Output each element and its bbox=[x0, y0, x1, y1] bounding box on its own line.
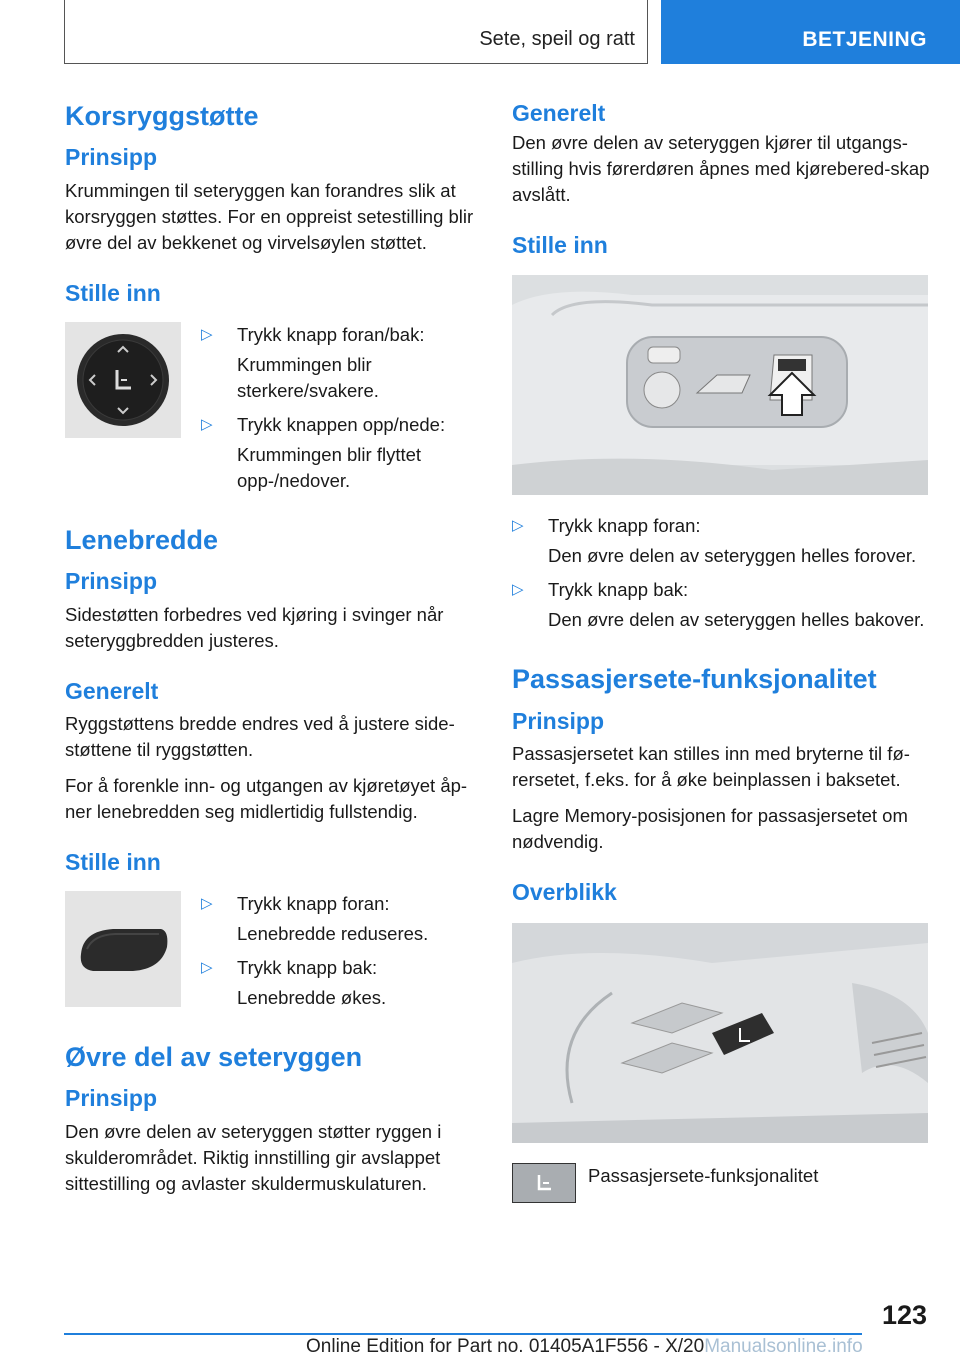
step-result: Den øvre delen av seteryggen helles bakover. bbox=[548, 609, 925, 631]
heading-general-width: Generelt bbox=[65, 677, 159, 704]
lumbar-adjust-block bbox=[65, 322, 480, 502]
seat-switch-illustration bbox=[512, 275, 928, 495]
heading-general-upper: Generelt bbox=[512, 100, 606, 126]
text-lumbar-principle: Krummingen til seteryggen kan forandres slik at korsryggen støttes. For en oppreist setestilling blir øvre del av bekkenet og virvelsøylen støttet. bbox=[65, 179, 474, 253]
heading-principle-passenger: Prinsipp bbox=[512, 707, 605, 734]
bullet-triangle-icon: ▷ bbox=[201, 894, 213, 912]
header-section-title: Sete, speil og ratt bbox=[479, 28, 635, 50]
heading-principle-upper: Prinsipp bbox=[65, 1085, 158, 1112]
width-control-image bbox=[65, 891, 181, 1007]
step-result: Krummingen blir flyttet opp-/nedover. bbox=[237, 443, 422, 491]
heading-upper-back: Øvre del av seteryggen bbox=[65, 1041, 363, 1072]
heading-principle-lumbar: Prinsipp bbox=[65, 144, 158, 171]
step-result: Den øvre delen av seteryggen helles forover. bbox=[548, 545, 917, 567]
heading-passenger: Passasjersete-funksjonalitet bbox=[512, 664, 877, 695]
header-tab-label: BETJENING bbox=[802, 28, 927, 51]
step-result: Lenebredde økes. bbox=[237, 986, 387, 1008]
passenger-function-image bbox=[512, 923, 928, 1143]
list-item: ▷ Trykk knapp bak: bbox=[512, 577, 930, 603]
text-upper-principle: Den øvre delen av seteryggen støtter ryggen i skulderområdet. Riktig innstilling gir avslappet sittestilling og avlaster skuldermuskulaturen. bbox=[65, 1120, 442, 1194]
lumbar-steps bbox=[201, 322, 480, 502]
heading-adjust-lumbar: Stille inn bbox=[65, 279, 161, 306]
page-number: 123 bbox=[881, 1300, 927, 1330]
heading-adjust-upper: Stille inn bbox=[512, 231, 608, 258]
width-adjust-block bbox=[65, 891, 480, 1019]
caption-row bbox=[512, 1163, 930, 1203]
left-column bbox=[65, 100, 480, 1207]
heading-overview: Overblikk bbox=[512, 879, 617, 906]
lumbar-knob-icon bbox=[73, 330, 173, 430]
heading-width: Lenebredde bbox=[65, 524, 219, 555]
heading-principle-width: Prinsipp bbox=[65, 567, 158, 594]
text-width-principle: Sidestøtten forbedres ved kjøring i svinger når seteryggbredden justeres. bbox=[65, 603, 444, 651]
list-item: ▷ Trykk knapp foran: bbox=[512, 513, 930, 539]
text-passenger-2: Lagre Memory-posisjonen for passasjersetet om nødvendig. bbox=[512, 805, 908, 853]
bullet-triangle-icon: ▷ bbox=[512, 517, 524, 535]
seat-icon bbox=[532, 1171, 556, 1195]
passenger-panel-illustration bbox=[512, 923, 928, 1143]
seat-switch-image bbox=[512, 275, 928, 495]
text-upper-general: Den øvre delen av seteryggen kjører til utgangs-stilling hvis førerdøren åpnes med kjørebered-skap avslått. bbox=[512, 131, 930, 205]
heading-lumbar: Korsryggstøtte bbox=[65, 101, 259, 131]
footer-divider bbox=[64, 1333, 862, 1335]
header-tab bbox=[661, 0, 960, 64]
list-item: ▷ Trykk knapp bak: bbox=[201, 955, 480, 981]
width-button-icon bbox=[73, 919, 173, 979]
heading-adjust-width: Stille inn bbox=[65, 849, 161, 876]
caption-text: Passasjersete-funksjonalitet bbox=[588, 1164, 819, 1186]
watermark-text: Manualsonline.info bbox=[704, 1336, 863, 1357]
list-item: ▷ Trykk knapp foran/bak: bbox=[201, 322, 480, 348]
edition-text: Online Edition for Part no. 01405A1F556 - X/20 bbox=[306, 1336, 705, 1357]
passenger-seat-function-icon bbox=[512, 1163, 576, 1203]
right-column bbox=[512, 100, 930, 1203]
step-result: Krummingen blir sterkere/svakere. bbox=[237, 353, 379, 401]
width-steps bbox=[201, 891, 480, 1019]
list-item: ▷ Trykk knappen opp/nede: bbox=[201, 412, 480, 438]
lumbar-control-image bbox=[65, 322, 181, 438]
list-item: ▷ Trykk knapp foran: bbox=[201, 891, 480, 917]
bullet-triangle-icon: ▷ bbox=[512, 581, 524, 599]
footer-edition bbox=[306, 1336, 863, 1358]
text-width-general-1: Ryggstøttens bredde endres ved å justere side-støttene til ryggstøtten. bbox=[65, 713, 455, 761]
bullet-triangle-icon: ▷ bbox=[201, 325, 213, 343]
text-passenger-1: Passasjersetet kan stilles inn med bryterne til fø-rersetet, f.eks. for å øke beinplassen i baksetet. bbox=[512, 743, 910, 791]
text-width-general-2: For å forenkle inn- og utgangen av kjøretøyet åp-ner lenebredden seg midlertidig fullstendig. bbox=[65, 775, 468, 823]
step-result: Lenebredde reduseres. bbox=[237, 922, 429, 944]
bullet-triangle-icon: ▷ bbox=[201, 958, 213, 976]
bullet-triangle-icon: ▷ bbox=[201, 415, 213, 433]
